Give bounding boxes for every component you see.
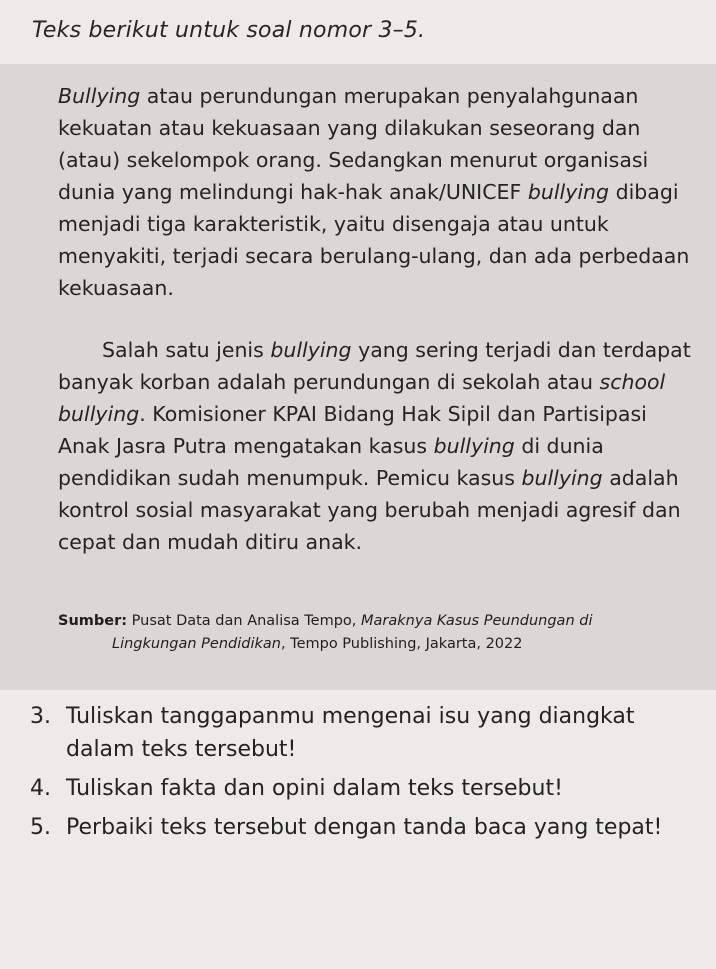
question-item (30, 700, 700, 766)
text-run: Salah satu jenis (102, 338, 271, 362)
source-title-part-1: Maraknya Kasus Peundungan di (361, 613, 593, 629)
passage-paragraph-1 (58, 80, 698, 304)
italic-term: bullying (527, 180, 610, 204)
question-item (30, 811, 700, 844)
italic-term: bullying (270, 338, 352, 362)
source-details: , Tempo Publishing, Jakarta, 2022 (280, 636, 523, 652)
text-run: atau perundungan merupakan penyalahgunaan kekuatan atau kekuasaan yang dilakukan seseorang dan (atau) sekelompok orang. Sedangkan menurut organisasi dunia yang melindungi hak-hak anak/UNICEF (58, 84, 649, 204)
italic-term: bullying (521, 466, 603, 490)
text-run: di dunia pendidikan sudah menumpuk. Pemicu kasus (58, 434, 604, 490)
passage-paragraph-2 (58, 334, 698, 558)
text-run: adalah kontrol sosial masyarakat yang berubah menjadi agresif dan cepat dan mudah ditiru anak. (58, 466, 681, 554)
italic-term: Bullying (58, 84, 141, 108)
question-number: 3. (30, 704, 51, 729)
italic-term: school bullying (58, 370, 666, 426)
question-item (30, 772, 700, 805)
question-number: 4. (30, 776, 51, 801)
question-list (30, 700, 700, 850)
text-run: dibagi menjadi tiga karakteristik, yaitu disengaja atau untuk menyakiti, terjadi secara berulang-ulang, dan ada perbedaan kekuasaan. (58, 180, 690, 300)
question-text: Tuliskan tanggapanmu mengenai isu yang diangkat dalam teks tersebut! (66, 704, 635, 762)
source-label: Sumber: (58, 613, 128, 629)
italic-term: bullying (433, 434, 515, 458)
source-title-part-2: Lingkungan Pendidikan (112, 636, 281, 652)
source-citation (58, 610, 698, 656)
text-run: yang sering terjadi dan terdapat banyak korban adalah perundungan di sekolah atau (58, 338, 691, 394)
section-heading: Teks berikut untuk soal nomor 3–5. (32, 18, 426, 43)
source-publisher: Pusat Data dan Analisa Tempo, (131, 613, 362, 629)
question-number: 5. (30, 815, 51, 840)
text-run: . Komisioner KPAI Bidang Hak Sipil dan Partisipasi Anak Jasra Putra mengatakan kasus (58, 402, 647, 458)
question-text: Tuliskan fakta dan opini dalam teks tersebut! (66, 776, 563, 801)
question-text: Perbaiki teks tersebut dengan tanda baca yang tepat! (66, 815, 663, 840)
